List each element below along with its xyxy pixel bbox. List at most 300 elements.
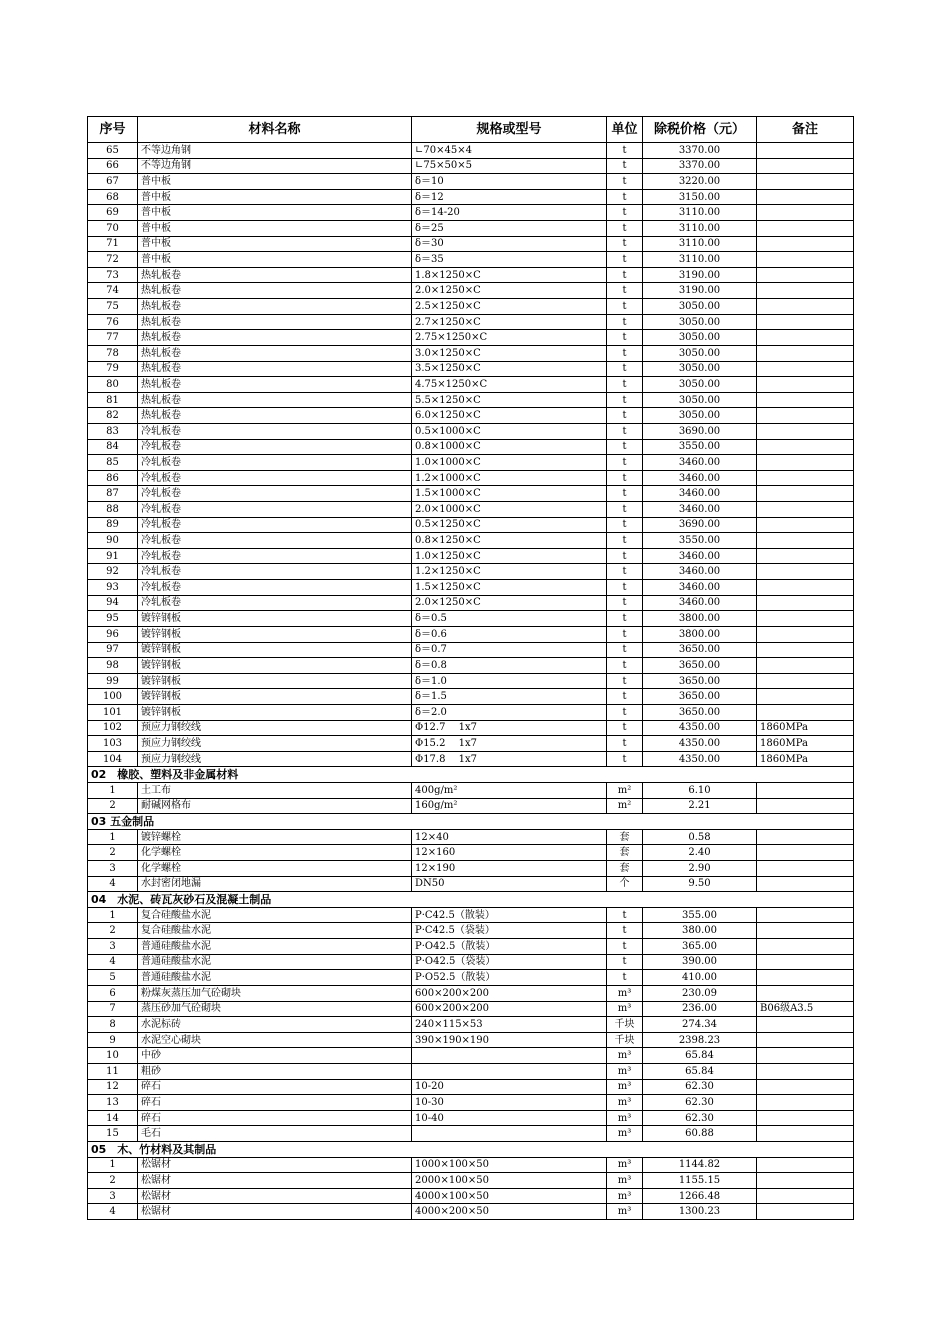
cell-index: 99 [88, 673, 138, 689]
cell-spec: δ＝14-20 [412, 205, 607, 221]
cell-remark [757, 689, 854, 705]
cell-material-name: 粉煤灰蒸压加气砼砌块 [138, 985, 412, 1001]
cell-spec: P·O52.5（散装） [412, 970, 607, 986]
cell-spec: 12×160 [412, 845, 607, 861]
cell-remark [757, 939, 854, 955]
cell-index: 88 [88, 502, 138, 518]
cell-index: 81 [88, 392, 138, 408]
table-row [88, 985, 854, 1001]
cell-unit: t [607, 423, 643, 439]
cell-unit: t [607, 533, 643, 549]
cell-material-name: 蒸压砂加气砼砌块 [138, 1001, 412, 1017]
cell-unit: t [607, 267, 643, 283]
cell-remark [757, 330, 854, 346]
cell-remark: 1860MPa [757, 720, 854, 736]
cell-index: 66 [88, 158, 138, 174]
cell-material-name: 碎石 [138, 1095, 412, 1111]
cell-spec: ∟70×45×4 [412, 143, 607, 159]
header-row [88, 117, 854, 143]
cell-spec: Φ17.8 1x7 [412, 751, 607, 767]
table-row [88, 439, 854, 455]
cell-unit: t [607, 143, 643, 159]
cell-spec: δ＝0.5 [412, 611, 607, 627]
cell-price: 3460.00 [643, 455, 757, 471]
cell-spec: 160g/m² [412, 798, 607, 814]
table-row [88, 658, 854, 674]
cell-material-name: 冷轧板卷 [138, 502, 412, 518]
cell-index: 11 [88, 1063, 138, 1079]
cell-remark [757, 798, 854, 814]
cell-price: 410.00 [643, 970, 757, 986]
cell-remark [757, 439, 854, 455]
table-row [88, 798, 854, 814]
cell-unit: 套 [607, 845, 643, 861]
table-row [88, 704, 854, 720]
section-header-row [88, 892, 854, 908]
cell-remark [757, 564, 854, 580]
cell-remark [757, 1048, 854, 1064]
cell-spec [412, 1126, 607, 1142]
cell-spec: 0.5×1000×C [412, 423, 607, 439]
cell-index: 2 [88, 1173, 138, 1189]
cell-material-name: 复合硅酸盐水泥 [138, 907, 412, 923]
cell-price: 3190.00 [643, 283, 757, 299]
cell-remark [757, 236, 854, 252]
cell-remark [757, 1188, 854, 1204]
cell-spec: P·O42.5（散装） [412, 939, 607, 955]
cell-index: 68 [88, 189, 138, 205]
cell-material-name: 镀锌钢板 [138, 673, 412, 689]
cell-unit: t [607, 736, 643, 752]
cell-price: 3050.00 [643, 392, 757, 408]
table-row [88, 1126, 854, 1142]
cell-unit: 千块 [607, 1032, 643, 1048]
cell-remark [757, 876, 854, 892]
cell-unit: t [607, 439, 643, 455]
cell-unit: m³ [607, 1173, 643, 1189]
table-row [88, 189, 854, 205]
cell-remark [757, 455, 854, 471]
cell-index: 1 [88, 829, 138, 845]
table-row [88, 158, 854, 174]
table-row [88, 751, 854, 767]
cell-remark [757, 595, 854, 611]
cell-spec: Φ12.7 1x7 [412, 720, 607, 736]
cell-material-name: 不等边角钢 [138, 158, 412, 174]
cell-remark [757, 829, 854, 845]
cell-material-name: 冷轧板卷 [138, 548, 412, 564]
cell-material-name: 松锯材 [138, 1188, 412, 1204]
cell-price: 3050.00 [643, 330, 757, 346]
table-row [88, 1173, 854, 1189]
header-remark: 备注 [757, 117, 854, 143]
cell-index: 67 [88, 174, 138, 190]
cell-index: 4 [88, 954, 138, 970]
cell-unit: 套 [607, 829, 643, 845]
cell-spec: 240×115×53 [412, 1017, 607, 1033]
cell-price: 1155.15 [643, 1173, 757, 1189]
cell-spec: δ＝0.7 [412, 642, 607, 658]
section-title: 02 橡胶、塑料及非金属材料 [88, 767, 854, 783]
table-row [88, 470, 854, 486]
cell-remark [757, 392, 854, 408]
cell-remark [757, 174, 854, 190]
table-row [88, 548, 854, 564]
cell-unit: t [607, 642, 643, 658]
cell-spec: DN50 [412, 876, 607, 892]
cell-spec: 4.75×1250×C [412, 377, 607, 393]
cell-price: 65.84 [643, 1063, 757, 1079]
cell-index: 70 [88, 221, 138, 237]
table-row [88, 345, 854, 361]
table-row [88, 1204, 854, 1220]
cell-remark [757, 907, 854, 923]
table-row [88, 1063, 854, 1079]
cell-price: 3460.00 [643, 580, 757, 596]
cell-spec: 2.5×1250×C [412, 299, 607, 315]
cell-price: 2.21 [643, 798, 757, 814]
cell-price: 65.84 [643, 1048, 757, 1064]
cell-remark [757, 470, 854, 486]
cell-index: 90 [88, 533, 138, 549]
cell-remark: 1860MPa [757, 751, 854, 767]
cell-spec: δ＝10 [412, 174, 607, 190]
cell-material-name: 镀锌钢板 [138, 611, 412, 627]
cell-index: 78 [88, 345, 138, 361]
header-index: 序号 [88, 117, 138, 143]
table-row [88, 1001, 854, 1017]
cell-unit: t [607, 174, 643, 190]
cell-remark [757, 283, 854, 299]
cell-spec: 2.0×1250×C [412, 283, 607, 299]
cell-index: 74 [88, 283, 138, 299]
cell-remark [757, 1032, 854, 1048]
cell-price: 3800.00 [643, 626, 757, 642]
cell-index: 96 [88, 626, 138, 642]
cell-price: 1300.23 [643, 1204, 757, 1220]
table-row [88, 736, 854, 752]
cell-index: 1 [88, 782, 138, 798]
cell-index: 94 [88, 595, 138, 611]
cell-remark [757, 782, 854, 798]
cell-material-name: 预应力钢绞线 [138, 720, 412, 736]
cell-unit: m³ [607, 1001, 643, 1017]
table-row [88, 689, 854, 705]
cell-unit: t [607, 517, 643, 533]
cell-price: 2398.23 [643, 1032, 757, 1048]
cell-unit: t [607, 595, 643, 611]
table-row [88, 1048, 854, 1064]
cell-material-name: 镀锌螺栓 [138, 829, 412, 845]
cell-remark [757, 345, 854, 361]
cell-price: 3050.00 [643, 345, 757, 361]
cell-remark [757, 221, 854, 237]
cell-material-name: 耐碱网格布 [138, 798, 412, 814]
cell-material-name: 水封密闭地漏 [138, 876, 412, 892]
cell-unit: 千块 [607, 1017, 643, 1033]
cell-spec: 5.5×1250×C [412, 392, 607, 408]
section-title: 05 木、竹材料及其制品 [88, 1142, 854, 1158]
cell-price: 390.00 [643, 954, 757, 970]
cell-material-name: 冷轧板卷 [138, 470, 412, 486]
cell-material-name: 冷轧板卷 [138, 564, 412, 580]
cell-price: 3050.00 [643, 299, 757, 315]
cell-remark [757, 1204, 854, 1220]
cell-spec: 1.0×1250×C [412, 548, 607, 564]
table-row [88, 564, 854, 580]
cell-spec [412, 1063, 607, 1079]
cell-unit: t [607, 751, 643, 767]
cell-price: 230.09 [643, 985, 757, 1001]
cell-unit: m³ [607, 1204, 643, 1220]
section-title: 04 水泥、砖瓦灰砂石及混凝土制品 [88, 892, 854, 908]
cell-unit: t [607, 486, 643, 502]
cell-price: 3110.00 [643, 252, 757, 268]
cell-price: 3460.00 [643, 564, 757, 580]
cell-material-name: 普通硅酸盐水泥 [138, 954, 412, 970]
cell-spec: 600×200×200 [412, 985, 607, 1001]
cell-material-name: 普中板 [138, 221, 412, 237]
section-header-row [88, 814, 854, 830]
cell-price: 274.34 [643, 1017, 757, 1033]
cell-index: 93 [88, 580, 138, 596]
cell-index: 103 [88, 736, 138, 752]
price-table [87, 116, 854, 1220]
cell-spec [412, 1048, 607, 1064]
cell-remark [757, 158, 854, 174]
cell-remark [757, 673, 854, 689]
cell-material-name: 热轧板卷 [138, 330, 412, 346]
cell-spec: 390×190×190 [412, 1032, 607, 1048]
cell-price: 3460.00 [643, 548, 757, 564]
table-row [88, 361, 854, 377]
cell-spec: 2.0×1250×C [412, 595, 607, 611]
cell-material-name: 粗砂 [138, 1063, 412, 1079]
cell-spec: δ＝35 [412, 252, 607, 268]
cell-index: 9 [88, 1032, 138, 1048]
cell-index: 84 [88, 439, 138, 455]
cell-material-name: 普通硅酸盐水泥 [138, 970, 412, 986]
cell-material-name: 镀锌钢板 [138, 689, 412, 705]
cell-spec: P·C42.5（袋装） [412, 923, 607, 939]
cell-remark [757, 205, 854, 221]
cell-spec: 12×40 [412, 829, 607, 845]
cell-remark [757, 611, 854, 627]
table-row [88, 1188, 854, 1204]
cell-unit: t [607, 673, 643, 689]
cell-price: 380.00 [643, 923, 757, 939]
cell-material-name: 普中板 [138, 236, 412, 252]
cell-unit: m³ [607, 1188, 643, 1204]
cell-material-name: 复合硅酸盐水泥 [138, 923, 412, 939]
cell-spec: 10-20 [412, 1079, 607, 1095]
cell-price: 3050.00 [643, 361, 757, 377]
table-row [88, 252, 854, 268]
table-row [88, 1079, 854, 1095]
cell-index: 102 [88, 720, 138, 736]
cell-material-name: 冷轧板卷 [138, 595, 412, 611]
cell-spec: 2.7×1250×C [412, 314, 607, 330]
table-row [88, 392, 854, 408]
cell-spec: δ＝1.5 [412, 689, 607, 705]
table-row [88, 626, 854, 642]
cell-spec: 0.8×1250×C [412, 533, 607, 549]
cell-material-name: 热轧板卷 [138, 408, 412, 424]
cell-material-name: 普中板 [138, 189, 412, 205]
section-title: 03 五金制品 [88, 814, 854, 830]
cell-index: 104 [88, 751, 138, 767]
table-row [88, 174, 854, 190]
cell-material-name: 热轧板卷 [138, 377, 412, 393]
cell-unit: m³ [607, 1126, 643, 1142]
table-row [88, 205, 854, 221]
cell-unit: t [607, 954, 643, 970]
cell-price: 3220.00 [643, 174, 757, 190]
cell-unit: t [607, 392, 643, 408]
cell-remark [757, 1079, 854, 1095]
cell-unit: m³ [607, 1157, 643, 1173]
table-row [88, 377, 854, 393]
cell-index: 2 [88, 798, 138, 814]
cell-remark [757, 704, 854, 720]
cell-spec: 12×190 [412, 861, 607, 877]
cell-spec: 1000×100×50 [412, 1157, 607, 1173]
cell-unit: m³ [607, 1079, 643, 1095]
cell-price: 3460.00 [643, 486, 757, 502]
cell-price: 4350.00 [643, 720, 757, 736]
cell-unit: t [607, 283, 643, 299]
cell-unit: t [607, 564, 643, 580]
table-row [88, 502, 854, 518]
cell-price: 3370.00 [643, 158, 757, 174]
cell-remark [757, 580, 854, 596]
cell-remark [757, 1110, 854, 1126]
cell-material-name: 冷轧板卷 [138, 486, 412, 502]
cell-spec: 600×200×200 [412, 1001, 607, 1017]
cell-price: 3050.00 [643, 314, 757, 330]
cell-material-name: 热轧板卷 [138, 267, 412, 283]
cell-unit: m² [607, 798, 643, 814]
cell-spec: 1.0×1000×C [412, 455, 607, 471]
cell-remark [757, 189, 854, 205]
cell-index: 98 [88, 658, 138, 674]
cell-unit: m³ [607, 985, 643, 1001]
cell-material-name: 热轧板卷 [138, 361, 412, 377]
cell-index: 86 [88, 470, 138, 486]
cell-spec: 1.5×1000×C [412, 486, 607, 502]
cell-index: 101 [88, 704, 138, 720]
cell-index: 12 [88, 1079, 138, 1095]
cell-material-name: 土工布 [138, 782, 412, 798]
cell-spec: δ＝2.0 [412, 704, 607, 720]
cell-unit: t [607, 408, 643, 424]
cell-material-name: 热轧板卷 [138, 283, 412, 299]
cell-price: 3650.00 [643, 642, 757, 658]
cell-remark [757, 845, 854, 861]
cell-price: 3370.00 [643, 143, 757, 159]
cell-material-name: 普中板 [138, 174, 412, 190]
cell-remark [757, 533, 854, 549]
cell-remark: B06级A3.5 [757, 1001, 854, 1017]
cell-material-name: 碎石 [138, 1079, 412, 1095]
cell-price: 3110.00 [643, 236, 757, 252]
cell-spec: 1.2×1250×C [412, 564, 607, 580]
cell-remark [757, 1173, 854, 1189]
cell-index: 83 [88, 423, 138, 439]
cell-price: 3190.00 [643, 267, 757, 283]
table-row [88, 845, 854, 861]
cell-material-name: 热轧板卷 [138, 392, 412, 408]
cell-index: 76 [88, 314, 138, 330]
cell-price: 3050.00 [643, 408, 757, 424]
table-row [88, 1157, 854, 1173]
cell-price: 2.90 [643, 861, 757, 877]
cell-remark [757, 954, 854, 970]
table-row [88, 923, 854, 939]
cell-index: 95 [88, 611, 138, 627]
cell-index: 3 [88, 1188, 138, 1204]
table-row [88, 580, 854, 596]
cell-index: 89 [88, 517, 138, 533]
cell-material-name: 松锯材 [138, 1157, 412, 1173]
cell-unit: t [607, 689, 643, 705]
cell-material-name: 不等边角钢 [138, 143, 412, 159]
table-row [88, 1110, 854, 1126]
table-row [88, 829, 854, 845]
cell-price: 3650.00 [643, 689, 757, 705]
cell-spec: 1.2×1000×C [412, 470, 607, 486]
cell-index: 92 [88, 564, 138, 580]
cell-spec: 10-30 [412, 1095, 607, 1111]
cell-price: 4350.00 [643, 751, 757, 767]
cell-remark [757, 408, 854, 424]
table-body [88, 143, 854, 1220]
cell-spec: δ＝25 [412, 221, 607, 237]
cell-unit: t [607, 314, 643, 330]
cell-price: 62.30 [643, 1079, 757, 1095]
cell-material-name: 碎石 [138, 1110, 412, 1126]
cell-price: 0.58 [643, 829, 757, 845]
cell-unit: t [607, 611, 643, 627]
cell-index: 97 [88, 642, 138, 658]
cell-unit: t [607, 236, 643, 252]
cell-material-name: 松锯材 [138, 1173, 412, 1189]
cell-spec: 10-40 [412, 1110, 607, 1126]
header-spec: 规格或型号 [412, 117, 607, 143]
table-row [88, 486, 854, 502]
table-row [88, 283, 854, 299]
cell-remark [757, 267, 854, 283]
table-row [88, 1032, 854, 1048]
cell-spec: 0.5×1250×C [412, 517, 607, 533]
cell-spec: P·O42.5（袋装） [412, 954, 607, 970]
cell-spec: 4000×100×50 [412, 1188, 607, 1204]
cell-remark [757, 1095, 854, 1111]
table-row [88, 533, 854, 549]
cell-material-name: 镀锌钢板 [138, 642, 412, 658]
cell-remark [757, 252, 854, 268]
cell-spec: 4000×200×50 [412, 1204, 607, 1220]
cell-unit: m³ [607, 1110, 643, 1126]
table-row [88, 782, 854, 798]
cell-remark: 1860MPa [757, 736, 854, 752]
cell-unit: t [607, 455, 643, 471]
cell-index: 69 [88, 205, 138, 221]
cell-unit: t [607, 189, 643, 205]
cell-index: 6 [88, 985, 138, 1001]
table-row [88, 221, 854, 237]
cell-material-name: 冷轧板卷 [138, 517, 412, 533]
